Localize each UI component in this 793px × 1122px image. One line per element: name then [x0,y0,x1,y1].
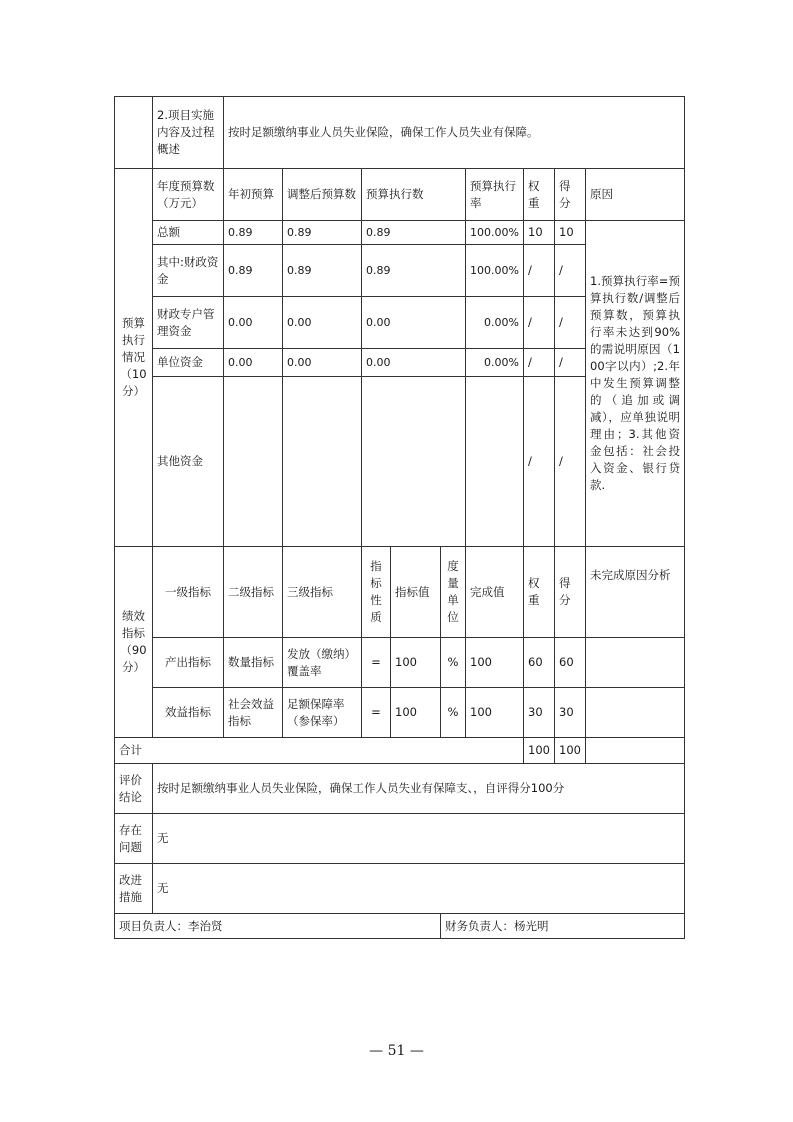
budget-header-row [115,169,685,221]
budget-row-executed: 0.89 [362,245,466,297]
total-blank [586,738,685,764]
budget-row-rate: 0.00% [466,297,524,349]
perf-row-unit: % [441,688,466,738]
perf-row-score: 60 [555,638,586,688]
problems-content: 无 [153,814,685,864]
budget-row-weight: / [524,245,555,297]
budget-row-executed: 0.00 [362,349,466,377]
perf-header-value: 指标值 [391,547,441,638]
improve-content: 无 [153,864,685,914]
project-lead: 项目负责人：李治贤 [115,914,441,939]
page-number: — 51 — [369,1043,424,1059]
signoff-row [115,914,685,939]
budget-row-adjusted [283,377,362,547]
perf-row-level2: 数量指标 [224,638,283,688]
budget-row-score: 10 [555,221,586,245]
budget-row [115,221,685,245]
perf-row-completed: 100 [466,638,524,688]
perf-row-unit: % [441,638,466,688]
perf-header-unit: 度量单位 [441,547,466,638]
perf-row-level3: 发放（缴纳）覆盖率 [283,638,362,688]
budget-row-adjusted: 0.89 [283,245,362,297]
budget-row-weight: / [524,297,555,349]
total-label: 合计 [115,738,524,764]
total-weight: 100 [524,738,555,764]
improve-label: 改进措施 [115,864,153,914]
budget-row-label: 总额 [153,221,224,245]
budget-row-label: 单位资金 [153,349,224,377]
budget-row-weight: / [524,377,555,547]
impl-label: 2.项目实施内容及过程概述 [153,97,224,169]
problems-row [115,814,685,864]
budget-row-label: 其中:财政资金 [153,245,224,297]
perf-row-nature: = [362,638,391,688]
perf-row-level3: 足额保障率（参保率） [283,688,362,738]
improve-row [115,864,685,914]
perf-row-value: 100 [391,688,441,738]
perf-row-nature: = [362,688,391,738]
perf-header-level2: 二级指标 [224,547,283,638]
budget-row-adjusted: 0.89 [283,221,362,245]
perf-header-nature: 指标性质 [362,547,391,638]
impl-content: 按时足额缴纳事业人员失业保险，确保工作人员失业有保障。 [224,97,685,169]
budget-section-label: 预算执行情况（10分） [115,169,153,547]
budget-header-rate: 预算执行率 [466,169,524,221]
total-score: 100 [555,738,586,764]
budget-row-executed: 0.89 [362,221,466,245]
budget-header-reason: 原因 [586,169,685,221]
perf-row-reason [586,688,685,738]
perf-row-weight: 30 [524,688,555,738]
budget-row-rate: 0.00% [466,349,524,377]
budget-header-annual: 年度预算数（万元） [153,169,224,221]
perf-header-level3: 三级指标 [283,547,362,638]
budget-row-label: 其他资金 [153,377,224,547]
perf-header-score: 得分 [555,547,586,638]
perf-row-level1: 效益指标 [153,688,224,738]
problems-label: 存在问题 [115,814,153,864]
perf-header-completed: 完成值 [466,547,524,638]
perf-header-level1: 一级指标 [153,547,224,638]
conclusion-label: 评价结论 [115,764,153,814]
perf-header-reason: 未完成原因分析 [586,547,685,638]
budget-row-initial [224,377,283,547]
conclusion-content: 按时足额缴纳事业人员失业保险，确保工作人员失业有保障支、，自评得分100分 [153,764,685,814]
budget-header-executed: 预算执行数 [362,169,466,221]
budget-header-adjusted: 调整后预算数 [283,169,362,221]
perf-row-value: 100 [391,638,441,688]
budget-row-rate: 100.00% [466,245,524,297]
budget-row-initial: 0.00 [224,349,283,377]
perf-header-weight: 权重 [524,547,555,638]
perf-row [115,638,685,688]
budget-row-score: / [555,297,586,349]
budget-row-executed [362,377,466,547]
perf-row-score: 30 [555,688,586,738]
budget-row-score: / [555,349,586,377]
budget-row-weight: / [524,349,555,377]
total-row [115,738,685,764]
budget-row-weight: 10 [524,221,555,245]
evaluation-table [114,96,685,939]
budget-row-adjusted: 0.00 [283,349,362,377]
budget-reason-note: 1.预算执行率=预算执行数/调整后预算数，预算执行率未达到90%的需说明原因（100字以内）;2.年中发生预算调整的（追加或调减），应单独说明理由；3.其他资金包括：社会投入资金、银行贷款. [586,221,685,547]
budget-row-initial: 0.00 [224,297,283,349]
perf-row-level1: 产出指标 [153,638,224,688]
budget-header-initial: 年初预算 [224,169,283,221]
impl-blank-cell [115,97,153,169]
budget-row-score: / [555,377,586,547]
perf-row-weight: 60 [524,638,555,688]
budget-row-rate: 100.00% [466,221,524,245]
budget-row-initial: 0.89 [224,245,283,297]
budget-row-adjusted: 0.00 [283,297,362,349]
perf-row-reason [586,638,685,688]
budget-row-executed: 0.00 [362,297,466,349]
perf-row [115,688,685,738]
budget-row-initial: 0.89 [224,221,283,245]
perf-section-label: 绩效指标（90分） [115,547,153,738]
finance-lead: 财务负责人：杨光明 [441,914,685,939]
budget-row-score: / [555,245,586,297]
conclusion-row [115,764,685,814]
impl-row [115,97,685,169]
budget-header-weight: 权重 [524,169,555,221]
perf-header-row [115,547,685,638]
perf-row-completed: 100 [466,688,524,738]
budget-header-score: 得分 [555,169,586,221]
perf-row-level2: 社会效益指标 [224,688,283,738]
budget-row-label: 财政专户管理资金 [153,297,224,349]
budget-row-rate [466,377,524,547]
